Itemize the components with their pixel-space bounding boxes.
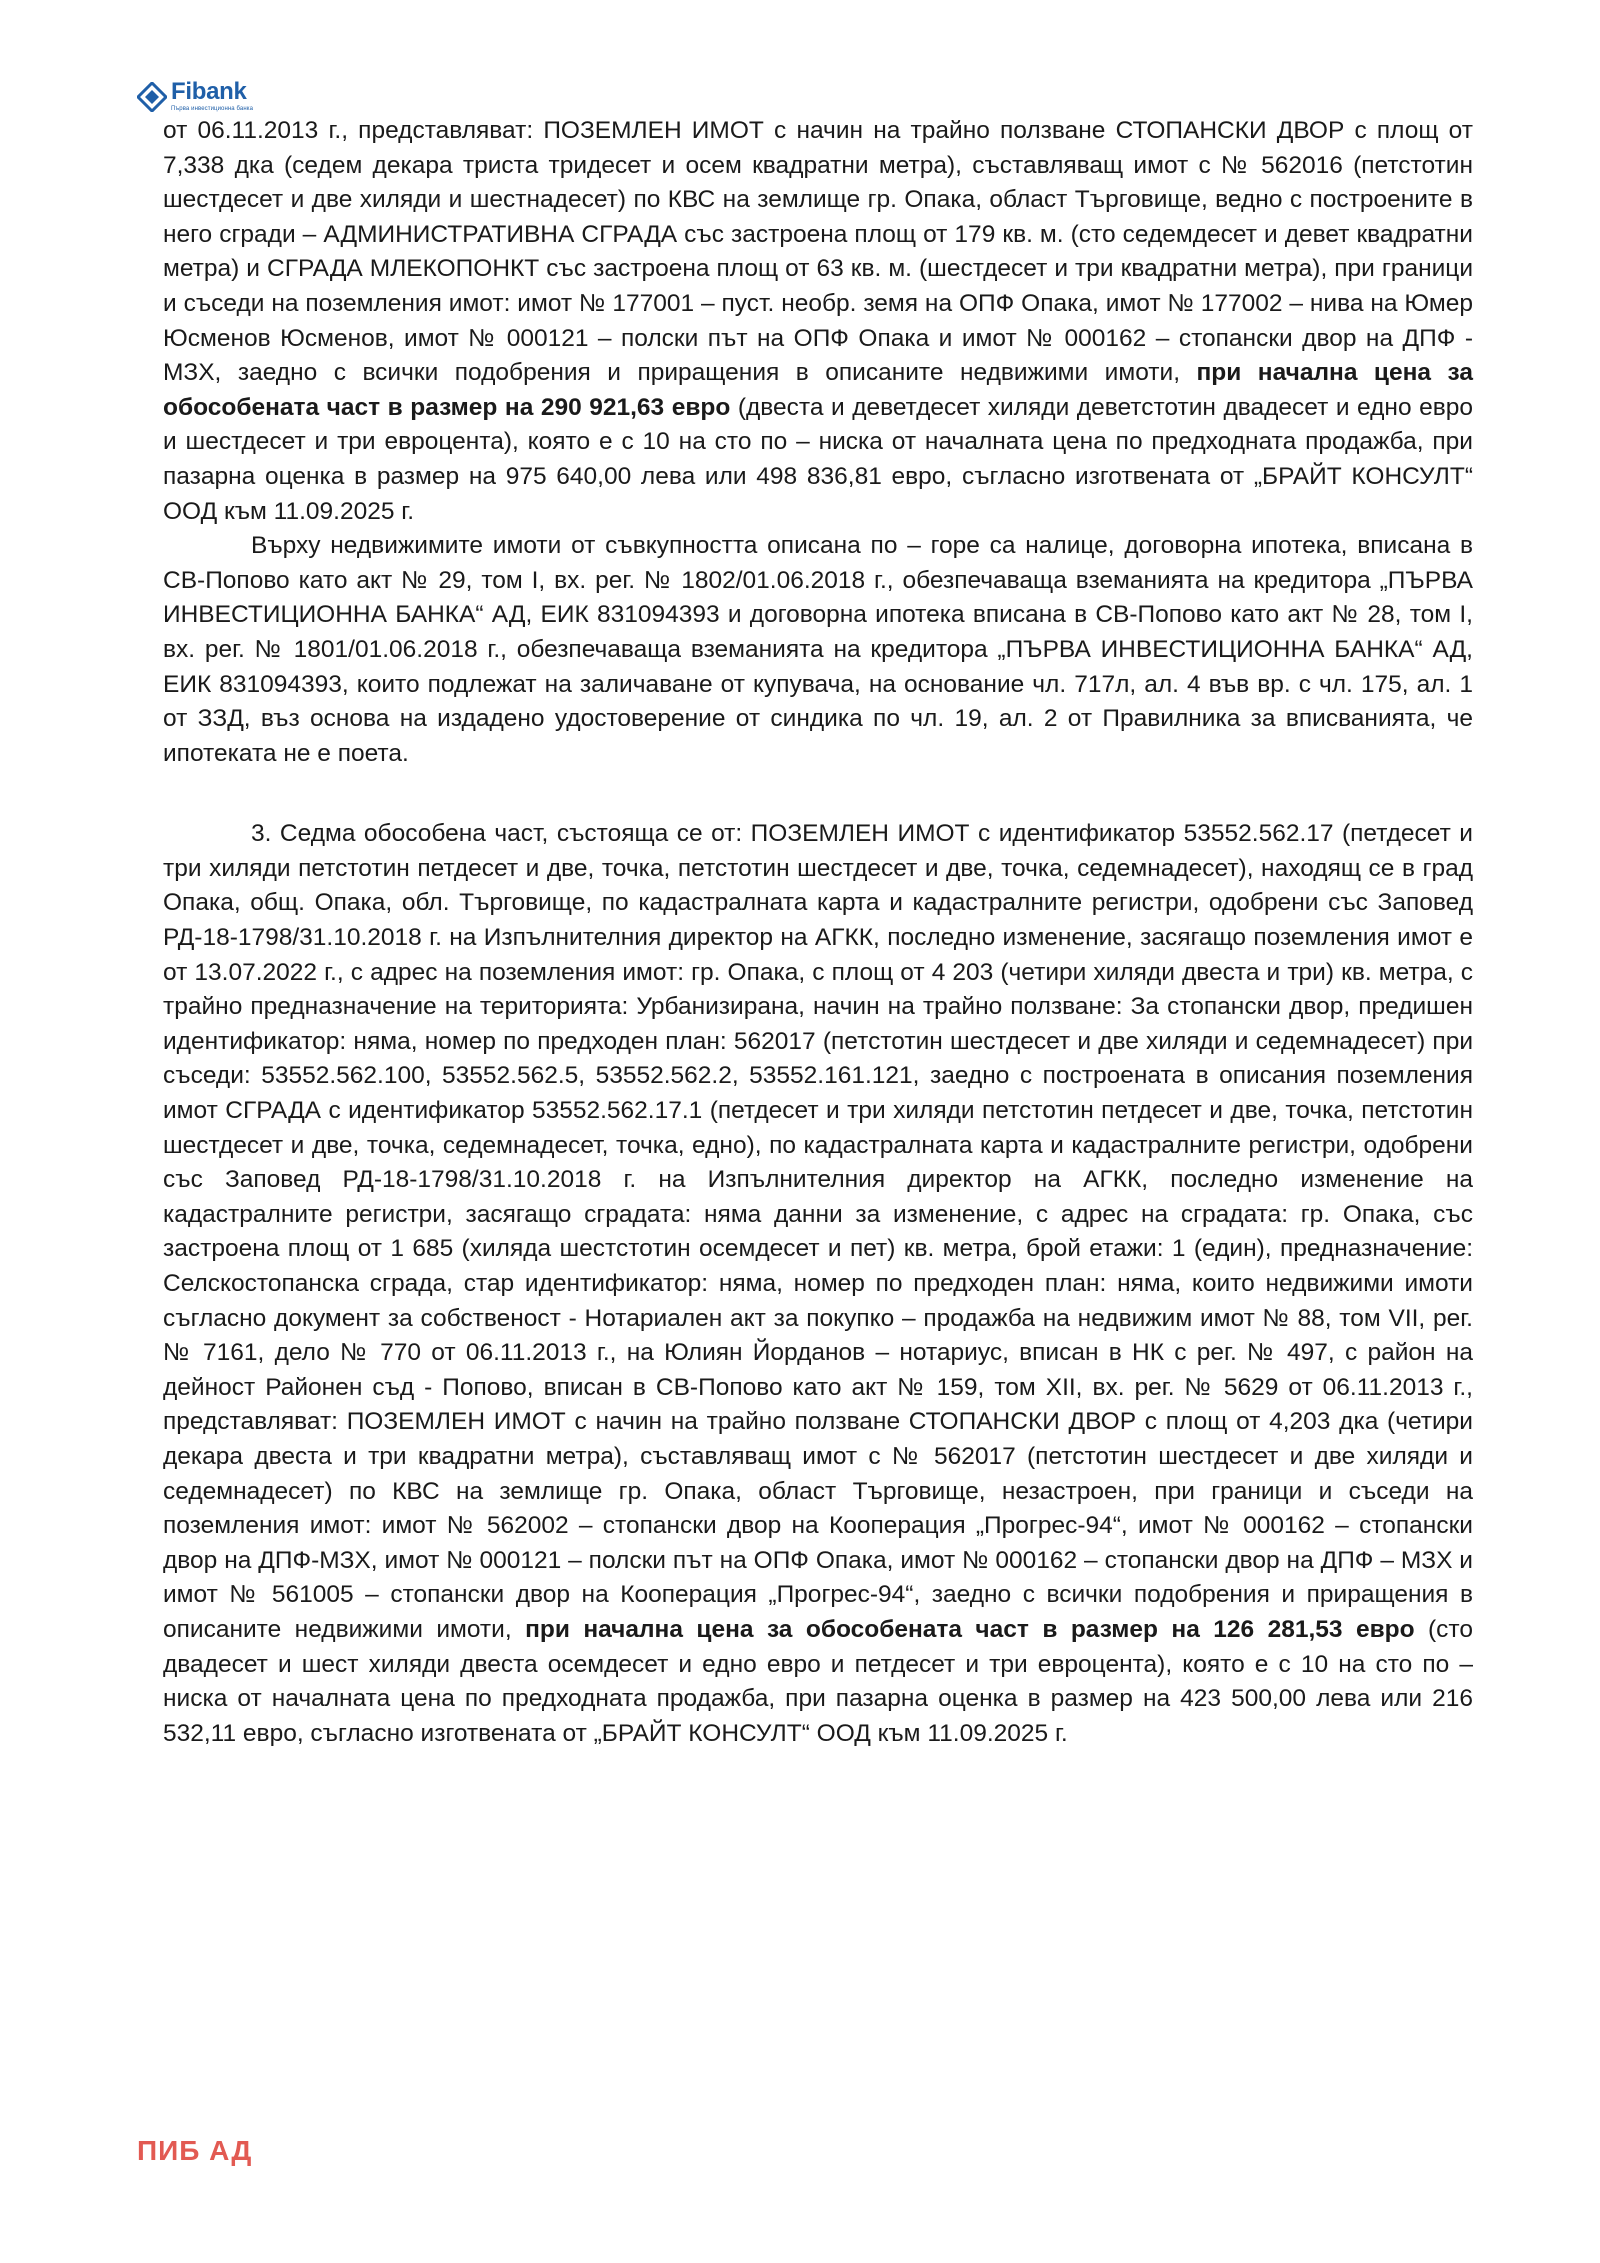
paragraph-text: (двеста и деветдесет хиляди деветстотин двадесет и едно евро и шестдесет и три евроцента), която е с 10 на сто по – ниска от началната цена по предходната продажба, при пазарна оценка в размер на 975 640,00 лева или 498 836,81 евро, съгласно изготвената от „БРАЙТ КОНСУЛТ“ ООД към 11.09.2025 г.: [163, 393, 1473, 525]
starting-price-bold: при начална цена за обособената част в размер на 290 921,63 евро: [163, 359, 1473, 421]
starting-price-bold: при начална цена за обособената част в размер на 126 281,53 евро: [525, 1615, 1415, 1643]
paragraph-property-six: [163, 114, 1473, 529]
paragraph-gap: [163, 771, 1473, 817]
paragraph-property-seven: [163, 817, 1473, 1751]
document-body: [163, 114, 1473, 1751]
paragraph-mortgage: Върху недвижимите имоти от съвкупността описана по – горе са налице, договорна ипотека, вписана в СВ-Попово като акт № 29, том I, вх. рег. № 1802/01.06.2018 г., обезпечаваща вземанията на кредитора „ПЪРВА ИНВЕСТИЦИОННА БАНКА“ АД, ЕИК 831094393 и договорна ипотека вписана в СВ-Попово като акт № 28, том I, вх. рег. № 1801/01.06.2018 г., обезпечаваща вземанията на кредитора „ПЪРВА ИНВЕСТИЦИОННА БАНКА“ АД, ЕИК 831094393, които подлежат на заличаване от купувача, на основание чл. 717л, ал. 4 във вр. с чл. 175, ал. 1 от ЗЗД, въз основа на издадено удостоверение от синдика по чл. 19, ал. 2 от Правилника за вписванията, че ипотеката не е поета.: [163, 532, 1473, 767]
paragraph-text: от 06.11.2013 г., представляват: ПОЗЕМЛЕН ИМОТ с начин на трайно ползване СТОПАНСКИ ДВОР с площ от 7,338 дка (седем декара триста тридесет и осем квадратни метра), съставляващ имот с № 562016 (петстотин шестдесет и две хиляди и шестнадесет) по КВС на землище гр. Опака, област Търговище, ведно с построените в него сгради – АДМИНИСТРАТИВНА СГРАДА със застроена площ от 179 кв. м. (сто седемдесет и девет квадратни метра) и СГРАДА МЛЕКОПОНКТ със застроена площ от 63 кв. м. (шестдесет и три квадратни метра), при граници и съседи на поземления имот: имот № 177001 – пуст. необр. земя на ОПФ Опака, имот № 177002 – нива на Юмер Юсменов Юсменов, имот № 000121 – полски път на ОПФ Опака и имот № 000162 – стопански двор на ДПФ - МЗХ, заедно с всички подобрения и приращения в описаните недвижими имоти,: [163, 117, 1473, 387]
fibank-diamond-icon: [137, 82, 167, 112]
pib-stamp: ПИБ АД: [137, 2135, 253, 2166]
logo-tagline: Първа инвестиционна банка: [171, 106, 254, 112]
logo-name: Fibank: [171, 78, 247, 105]
paragraph-text: (сто двадесет и шест хиляди двеста осемдесет и едно евро и петдесет и три евроцента), която е с 10 на сто по – ниска от началната цена по предходната продажба, при пазарна оценка в размер на 423 500,00 лева или 216 532,11 евро, съгласно изготвената от „БРАЙТ КОНСУЛТ“ ООД към 11.09.2025 г.: [163, 1615, 1473, 1747]
paragraph-text: 3. Седма обособена част, състояща се от: ПОЗЕМЛЕН ИМОТ с идентификатор 53552.562.17 (петдесет и три хиляди петстотин петдесет и две, точка, петстотин шестдесет и две, точка, седемнадесет), находящ се в град Опака, общ. Опака, обл. Търговище, по кадастралната карта и кадастралните регистри, одобрени със Заповед РД-18-1798/31.10.2018 г. на Изпълнителния директор на АГКК, последно изменение, засягащо поземления имот е от 13.07.2022 г., с адрес на поземления имот: гр. Опака, с площ от 4 203 (четири хиляди двеста и три) кв. метра, с трайно предназначение на територията: Урбанизирана, начин на трайно ползване: За стопански двор, предишен идентификатор: няма, номер по предходен план: 562017 (петстотин шестдесет и две хиляди и седемнадесет) при съседи: 53552.562.100, 53552.562.5, 53552.562.2, 53552.161.121, заедно с построената в описания поземления имот СГРАДА с идентификатор 53552.562.17.1 (петдесет и три хиляди петстотин петдесет и две, точка, петстотин шестдесет и две, точка, седемнадесет, точка, едно), по кадастралната карта и кадастралните регистри, одобрени със Заповед РД-18-1798/31.10.2018 г. на Изпълнителния директор на АГКК, последно изменение на кадастралните регистри, засягащо сградата: няма данни за изменение, с адрес на сградата: гр. Опака, със застроена площ от 1 685 (хиляда шестстотин осемдесет и пет) кв. метра, брой етажи: 1 (един), предназначение: Селскостопанска сграда, стар идентификатор: няма, номер по предходен план: няма, които недвижими имоти съгласно документ за собственост - Нотариален акт за покупко – продажба на недвижим имот № 88, том VII, рег. № 7161, дело № 770 от 06.11.2013 г., на Юлиян Йорданов – нотариус, вписан в НК с рег. № 497, с район на дейност Районен съд - Попово, вписан в СВ-Попово като акт № 159, том XII, вх. рег. № 5629 от 06.11.2013 г., представляват: ПОЗЕМЛЕН ИМОТ с начин на трайно ползване СТОПАНСКИ ДВОР с площ от 4,203 дка (четири декара двеста и три квадратни метра), съставляващ имот с № 562017 (петстотин шестдесет и две хиляди и седемнадесет) по КВС на землище гр. Опака, област Търговище, незастроен, при граници и съседи на поземления имот: имот № 562002 – стопански двор на Кооперация „Прогрес-94“, имот № 000162 – стопански двор на ДПФ-МЗХ, имот № 000121 – полски път на ОПФ Опака, имот № 000162 – стопански двор на ДПФ – МЗХ и имот № 561005 – стопански двор на Кооперация „Прогрес-94“, заедно с всички подобрения и приращения в описаните недвижими имоти,: [163, 820, 1473, 1643]
